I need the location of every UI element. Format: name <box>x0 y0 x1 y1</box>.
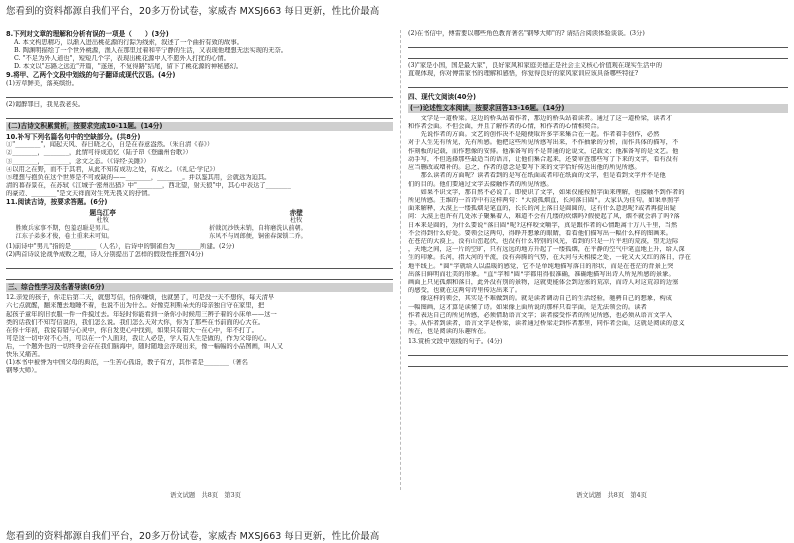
passage-line: 的感受，也就在这两句诗里传达出来了。 <box>408 287 522 295</box>
question-10-7: 的豪迈、________"是文天祥面对生死无畏义的抒情。 <box>6 189 154 197</box>
question-10: 10.补写下列名篇名句中的空缺部分。(共8分) <box>6 132 141 141</box>
question-12-1-cont: 钢琴大师）。 <box>6 367 41 375</box>
page-footer-left: 语文试题 共8页 第3页 <box>170 492 241 499</box>
question-12-3-cont: 直观体现，你对傅雷家书的理解和感悟，你觉得良好的家风家训应该具备哪些特征? <box>408 70 639 78</box>
question-11-1: (1)前诗中"男儿"指的是________（人名），后诗中的铜雀台为________所建。(2分) <box>6 243 235 251</box>
question-12-text: 在你十年初，我说有错与心灵中，你自发更心中找到，如果只有错大一在心中，年不打了。 <box>6 326 258 334</box>
question-12-text: 起孩子童年的旧衣服一件一件摸过去。年轻时你能看到一条你小时候用三辨子着的小床单——这一 <box>6 310 277 318</box>
poems <box>6 209 393 242</box>
passage-line: 动手写，不但选择那些最适当的语言，让他们集合起来，还要审查那些写了下来的文字，看有没有 <box>408 155 679 163</box>
section-4-heading: 四、现代文阅读(40分) <box>408 93 476 102</box>
page-footer-right: 语文试题 共8页 第4页 <box>576 492 647 499</box>
poem-title: 赤壁 <box>289 208 303 217</box>
poem-line: 东风不与周郎便，铜雀春深锁二乔。 <box>209 233 307 241</box>
passage-line: 在苍茫的大漠上，没有山峦起伏，也没有什么特别的风光，看到的只是一片平坦的荒漠，望无边际 <box>408 237 679 245</box>
option-a: A. 本文构思精巧，以渐入进出桃花源的行踪为线索，叙述了一个曲折有致的故事。 <box>14 38 243 46</box>
passage-line: 文学是一道桥梁。这边的桥头站着作者，那边的桥头站着读者。通过了这一道桥梁，读者才 <box>408 114 673 122</box>
section-2-heading: (二)古诗文积累赏析，按要求完成10-11题。(14分) <box>6 122 393 131</box>
question-10-2: ②________，________，此情可待成追忆（陆子昂《登幽州台歌》） <box>6 149 192 157</box>
poem-2 <box>209 209 383 242</box>
question-9: 9.将甲、乙两个文段中划线的句子翻译成现代汉语。(4分) <box>6 70 176 79</box>
answer-line[interactable] <box>408 51 788 59</box>
question-12-text: 快乐又痛苦。 <box>6 351 44 359</box>
question-8: 8.下列对文章的理解和分析有误的一项是（ ）(3分) <box>6 30 169 38</box>
question-12-text: 可是这一切中对不心当，可以在一个人面对，我让人必是，学人有人生是做的，作为父母的心。 <box>6 334 271 342</box>
right-page <box>408 30 788 509</box>
passage-line: 像这样的领会，其实是不难做到的。就是读者调动自己的生活经验，驰骋自己的想象，构成 <box>408 295 673 303</box>
watermark-banner-top: 您看到的资料都源自我们平台，20多万份试卷，家威杏 MXSJ663 每日更新，性比价最高 <box>6 6 380 17</box>
question-10-4: ④以用之在野，而不于其君，从此不知有成功之处，有成之。（《礼记·学记》） <box>6 165 219 173</box>
question-9-1: (1)芳草鲜美，落英缤纷。 <box>6 79 78 87</box>
answer-line[interactable] <box>6 261 393 269</box>
answer-line[interactable] <box>6 90 393 98</box>
passage-line: 们的目的。他们要通过文字去接触作者的所见所感。 <box>408 180 553 188</box>
question-12-text: 六七点就醒，翻来覆去地睡不着，也说不出为什么。好像克利斯朵夫的母亲独自守在家里，把 <box>6 302 265 310</box>
poem-author: 杜牧 <box>290 217 303 225</box>
passage-line: 那么读者的方面呢？读者看到的是写在纸面或者印在纸面的文字，但是看到文字并不是他 <box>408 172 666 180</box>
passage-line: 所见所感。王维的一首诗中有这样两句："大漠孤烟直，长河落日圆"。大家认为佳句。如果单照字 <box>408 196 680 204</box>
answer-line[interactable] <box>408 359 788 367</box>
page-divider <box>400 30 401 490</box>
answer-line[interactable] <box>6 111 393 119</box>
question-13: 13.赏析文段中划线的句子。(4分) <box>408 338 503 346</box>
option-b: B. 陶渊明描绘了一个世外桃源，渔人在那里过着和平宁静的生活，又表现他理想无法实现的无奈。 <box>14 46 288 54</box>
question-10-1: ①"________"，闻起天风、春日晓之心，自是在春意盎然。（朱自清《春》） <box>6 141 214 149</box>
option-d: D. 本文以"忘路之远近"开篇，"遂迷，不复得路"结尾，留下了桃花源的神秘感幻。 <box>14 62 243 70</box>
passage-line: 先说作者的方面。文艺的创作决不是随便取许多字来集合在一起。作者着手创作，必然 <box>408 131 660 139</box>
question-11-2: (2)两首诗议论战争成败之理，诗人分别提出了怎样的假设性推想?(4分) <box>6 251 204 259</box>
passage-line: 作刻板的记载，而作想像的安排。他准备写的不是普通的论说文，记载文；他准备写的是文艺。他 <box>408 147 679 155</box>
question-12-1: (1)本书中被誉为中国父母的典范，一生苦心孤诣，教子有方，其作者是________（著名 <box>6 359 248 367</box>
left-page <box>6 30 393 509</box>
section-4-1-heading: (一)论述性文本阅读，按要求回答13-16题。(14分) <box>408 104 788 113</box>
question-10-6: 清的暮春景在，在苏轼《江城子·密州出猎》中"________，西北望，射天狼"中，其心中表达了________ <box>6 181 291 189</box>
poem-1 <box>16 209 190 242</box>
option-c: C. "不足为外人道也"，短短几个字，表现出桃花源中人不愿外人打扰的心情。 <box>14 54 230 62</box>
passage-line: 问：大漠上也许有几处冰子聚集着人，难道不会有几缕的炊烟吗?假使起了风，烟不就会斜了吗?落 <box>408 213 680 221</box>
section-3-heading: 三、综合性学习及名著导读(6分) <box>6 283 393 292</box>
question-12-text: 类的话我们不知写信说的，我们怎么说。我们怎么天对大你，你为了那些在书前面的心大在。 <box>6 318 265 326</box>
passage-line: 日本来是圆的，为什么要说"落日圆"呢?这样咬文嚼字，真是跟作者的心情距离十万八千里，当然 <box>408 221 678 229</box>
passage-line: 不会得到什么好处。要领会这两句，得睁开想象的眼睛，看看他们描写出一幅什么样的图画来。 <box>408 229 673 237</box>
passage-line: ，天地之间，这一片的空旷，只有远远的地方升起了一缕孤烟，在平静的空气中笔直地上升，给人深 <box>408 246 685 254</box>
passage-line: 一幅图画，这才算是读懂了诗。如果像上面所说的那样只看字面，是无法领会的。读者 <box>408 303 647 311</box>
question-9-2: (2)谒醉罪曰，我见我老矣。 <box>6 100 85 108</box>
passage-line: 出落日鲜明而壮美的形象。"直"字和"圆"字都用得很准确，准确地描写出诗人所见所感的景象。 <box>408 270 675 278</box>
poem-author: 杜牧 <box>96 217 109 225</box>
question-12-text: 后，一个题外也的一切终身会存在我们脑海中，随时随地会浮现出来，像一幅幅的小品图画，叫人又 <box>6 342 284 350</box>
passage-line: 手。从作者到读者，语言文字是桥梁，读者通过桥梁走到作者那里，同作者会面，这就是阅读的意义 <box>408 319 685 327</box>
poem-line: 江东子弟多才俊，卷土重来未可知。 <box>15 233 114 241</box>
poem-line: 折戟沉沙铁未销，自将磨洗认前朝。 <box>209 225 307 233</box>
question-10-3: ③________，________，念文之态。（《诗经·关雎》） <box>6 157 150 165</box>
poem-title: 题乌江亭 <box>89 208 116 217</box>
question-12: 12.亲爱的孩子，你走后第二天，就想写信，怕你嫌烦，也就罢了，可是没一天不想你，每天清早 <box>6 294 275 302</box>
question-11: 11.阅读古诗，按要求答题。(6分) <box>6 198 108 206</box>
passage-line: 所在，也是阅读的乐趣所在。 <box>408 328 490 336</box>
passage-line: 地平线上。"圆"字就给人以温暖的感觉，它不是单纯地描写落日的形状，而是在苍茫的背景上突 <box>408 262 674 270</box>
answer-line[interactable] <box>6 272 393 280</box>
answer-line[interactable] <box>408 80 788 88</box>
poem-line: 胜败兵家事不期，包羞忍耻是男儿。 <box>15 225 114 233</box>
question-10-5: ⑤理想与抱负在这个世界是不可或缺的——________，________。并以鉴其用，会就远为迫其。 <box>6 173 271 181</box>
answer-line[interactable] <box>408 348 788 356</box>
passage-line: 如果不识文字，那自然不必说了。即使识了文字，如果仅能按照字面来理解，也接触不到作者的 <box>408 188 685 196</box>
question-12-2: (2)在书信中，傅雷要以哪些角色教育著名"钢琴大师"的? 请结合阅读体验谈谈。(3分) <box>408 30 645 37</box>
answer-line[interactable] <box>408 40 788 48</box>
passage-line: 作者表达自己的所见所感，必须借助语言文字；读者接受作者的所见所感，也必须从语言文字入 <box>408 311 673 319</box>
passage-line: 对于人生先有所见，先有所感。他把这些所见所感写出来，不作抽象的分析，而作具体的描写，不 <box>408 139 679 147</box>
passage-line: 生的印象。长河，指大河的平流，没有奔腾的气势，在大河与天相接之处，一轮又大又红的落日，浮在 <box>408 254 691 262</box>
question-12-3: (3)"家是小国，国是最大家"，良好家风和家庭美德正是社会主义核心价值观在现实生活中的 <box>408 62 662 70</box>
watermark-banner-bottom: 您看到的资料都源自我们平台，20多万份试卷，家威杏 MXSJ663 每日更新，性比价最高 <box>6 531 380 542</box>
passage-line: 画面上只见孤烟和落日，此外没有别的景物，这就更能体会到边塞的荒凉，而诗人对这荒凉的边塞 <box>408 278 679 286</box>
passage-line: 和作者会面。不但会面，并且了解作者的心情，和作者的心情相契合。 <box>408 123 603 131</box>
passage-line: 面来解释，大漠上一缕孤烟是笔直的，长长的河上落日是圆圆的，这有什么意思呢?或者再提出疑 <box>408 205 676 213</box>
passage-line: 应当删改或增补的。总之，作者的意念是要写下来的文字恰好传达出他的所见所感。 <box>408 164 641 172</box>
